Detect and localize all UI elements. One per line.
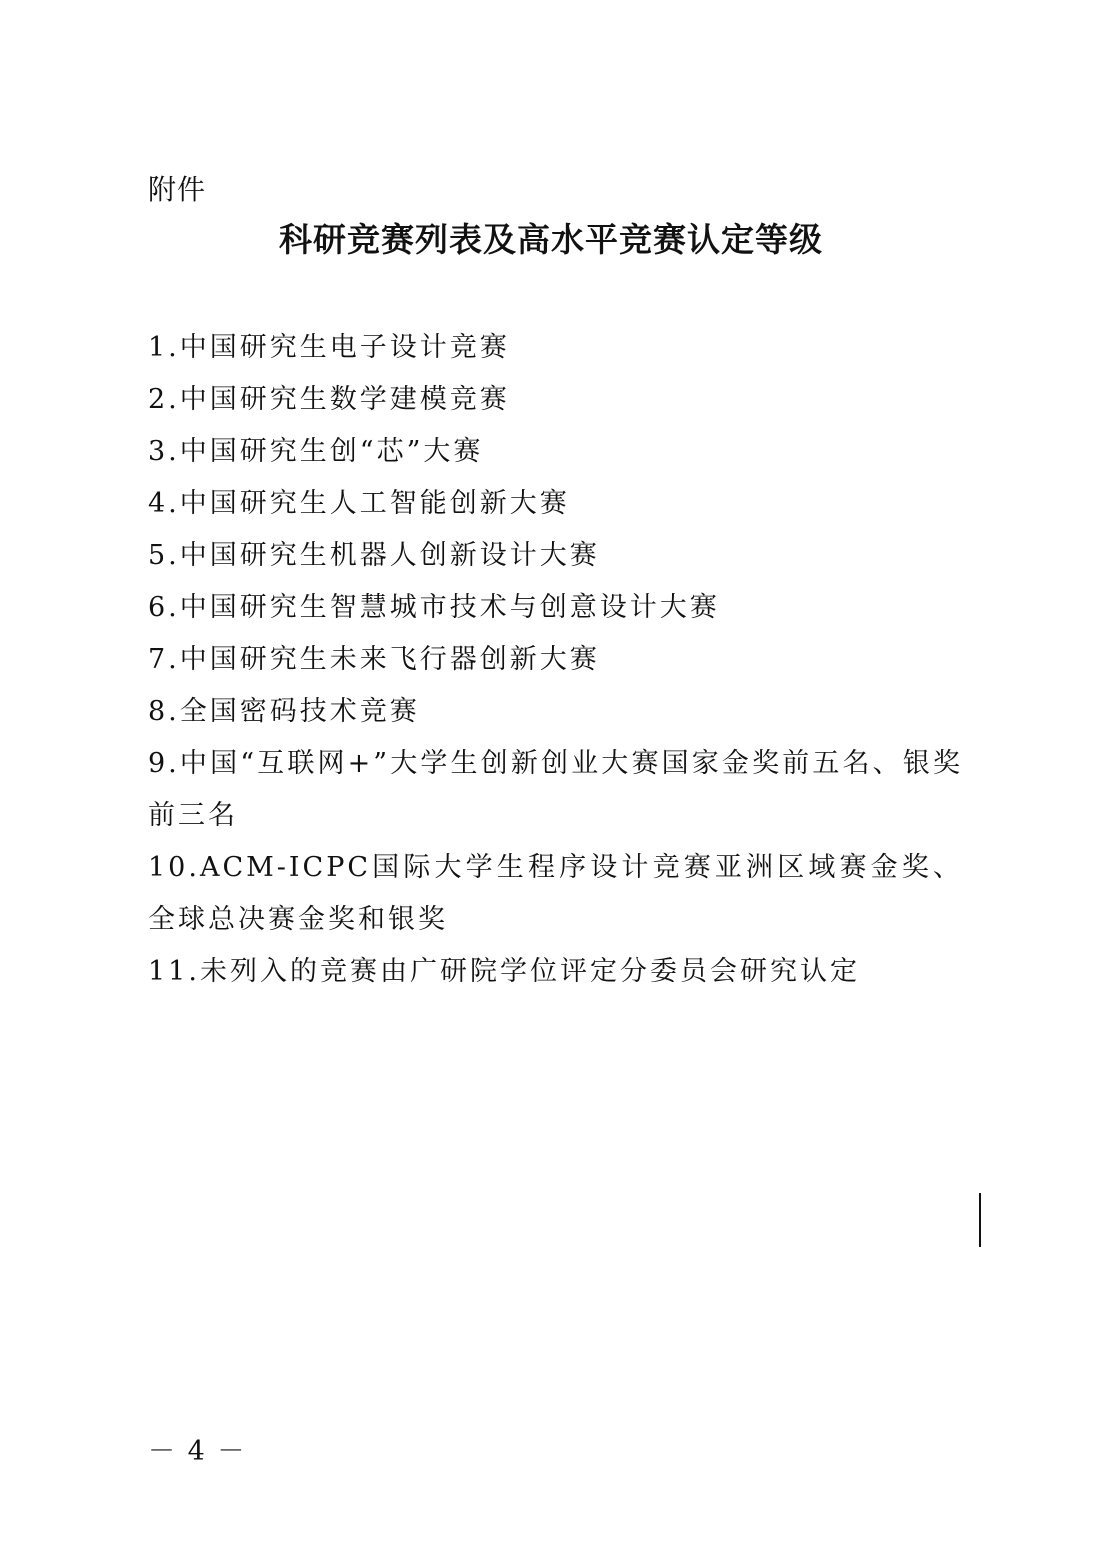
list-item: 6.中国研究生智慧城市技术与创意设计大赛 [148,592,720,623]
list-item: 1.中国研究生电子设计竞赛 [148,332,510,363]
list-item: 3.中国研究生创“芯”大赛 [148,436,484,467]
list-item: 4.中国研究生人工智能创新大赛 [148,488,570,519]
list-item: 11.未列入的竞赛由广研院学位评定分委员会研究认定 [148,956,860,987]
list-item: 10.ACM-ICPC国际大学生程序设计竞赛亚洲区域赛金奖、全球总决赛金奖和银奖 [148,852,963,935]
list-item: 9.中国“互联网+”大学生创新创业大赛国家金奖前五名、银奖前三名 [148,748,963,831]
list-item: 7.中国研究生未来飞行器创新大赛 [148,644,600,675]
margin-line-mark [979,1193,981,1247]
competition-list [148,322,963,998]
attachment-label: 附件 [148,173,207,206]
page-number: － 4 － [148,1436,247,1467]
list-item: 2.中国研究生数学建模竞赛 [148,384,510,415]
list-item: 8.全国密码技术竞赛 [148,696,420,727]
list-item: 5.中国研究生机器人创新设计大赛 [148,540,600,571]
document-title: 科研竞赛列表及高水平竞赛认定等级 [279,220,823,259]
